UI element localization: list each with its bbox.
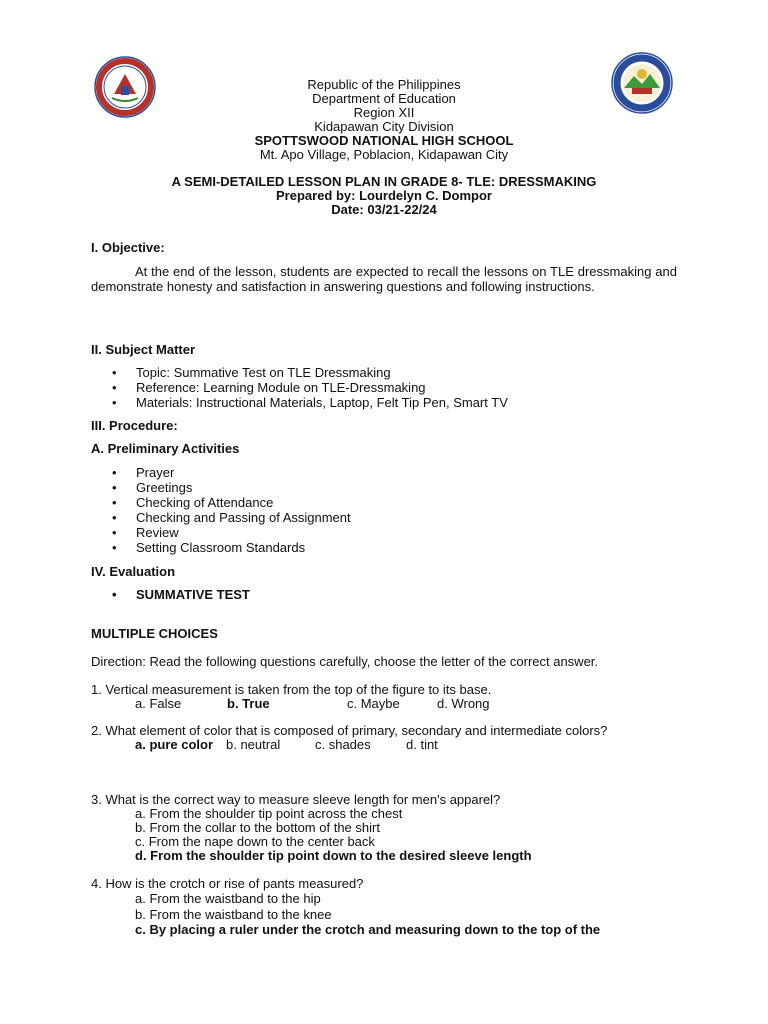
choice-c: c. shades	[315, 737, 371, 752]
division-line: Kidapawan City Division	[314, 119, 454, 134]
evaluation-heading: IV. Evaluation	[91, 564, 176, 579]
direction-text: Direction: Read the following questions carefully, choose the letter of the correct answer.	[91, 654, 599, 669]
list-item: • Reference: Learning Module on TLE-Dressmaking	[112, 380, 508, 395]
list-item: • SUMMATIVE TEST	[112, 587, 250, 602]
list-item: • Greetings	[112, 480, 351, 495]
question-1: 1. Vertical measurement is taken from the top of the figure to its base.	[91, 682, 492, 697]
prepared-by: Prepared by: Lourdelyn C. Dompor	[276, 188, 492, 203]
question-4: 4. How is the crotch or rise of pants measured?	[91, 876, 364, 891]
procedure-heading: III. Procedure:	[91, 418, 178, 433]
republic-line: Republic of the Philippines	[307, 77, 461, 92]
question-3-choice-b: b. From the collar to the bottom of the shirt	[135, 820, 380, 835]
choice-c: c. Maybe	[347, 696, 400, 711]
lesson-plan-title	[0, 175, 768, 217]
objective-text: At the end of the lesson, students are expected to recall the lessons on TLE dressmaking and demonstrate honesty and satisfaction in answering questions and following instructions.	[91, 264, 677, 294]
list-item: • Checking of Attendance	[112, 495, 351, 510]
list-item: • Review	[112, 525, 351, 540]
subject-matter-list	[112, 365, 508, 410]
objective-paragraph	[91, 264, 677, 294]
list-item: • Topic: Summative Test on TLE Dressmaking	[112, 365, 508, 380]
region-line: Region XII	[353, 105, 415, 120]
choice-b: b. neutral	[226, 737, 281, 752]
list-item: • Setting Classroom Standards	[112, 540, 351, 555]
list-item: • Checking and Passing of Assignment	[112, 510, 351, 525]
subject-matter-heading: II. Subject Matter	[91, 342, 196, 357]
preliminary-activities-list	[112, 465, 351, 555]
question-3-choice-a: a. From the shoulder tip point across the chest	[135, 806, 403, 821]
evaluation-list	[112, 587, 250, 602]
title-line: A SEMI-DETAILED LESSON PLAN IN GRADE 8- TLE: DRESSMAKING	[171, 174, 597, 189]
department-line: Department of Education	[312, 91, 456, 106]
question-3: 3. What is the correct way to measure sleeve length for men's apparel?	[91, 792, 501, 807]
school-address: Mt. Apo Village, Poblacion, Kidapawan City	[259, 147, 509, 162]
multiple-choices-heading: MULTIPLE CHOICES	[91, 626, 218, 641]
objective-heading: I. Objective:	[91, 240, 165, 255]
question-4-choice-b: b. From the waistband to the knee	[135, 907, 332, 922]
date-line: Date: 03/21-22/24	[331, 202, 437, 217]
list-item: • Materials: Instructional Materials, Laptop, Felt Tip Pen, Smart TV	[112, 395, 508, 410]
question-4-choice-a: a. From the waistband to the hip	[135, 891, 321, 906]
question-2: 2. What element of color that is composed of primary, secondary and intermediate colors?	[91, 723, 608, 738]
choice-a-answer: a. pure color	[135, 737, 214, 752]
preliminary-activities-heading: A. Preliminary Activities	[91, 441, 240, 456]
question-2-choices	[135, 737, 438, 752]
list-item: • Prayer	[112, 465, 351, 480]
question-3-choice-d-answer: d. From the shoulder tip point down to the desired sleeve length	[135, 848, 532, 863]
question-4-choice-c-answer: c. By placing a ruler under the crotch and measuring down to the top of the	[135, 922, 601, 937]
school-name: SPOTTSWOOD NATIONAL HIGH SCHOOL	[254, 133, 514, 148]
choice-a: a. False	[135, 696, 182, 711]
question-1-choices	[135, 696, 490, 711]
choice-d: d. tint	[406, 737, 438, 752]
letterhead	[0, 78, 768, 162]
choice-b-answer: b. True	[227, 696, 270, 711]
choice-d: d. Wrong	[437, 696, 490, 711]
question-3-choice-c: c. From the nape down to the center back	[135, 834, 375, 849]
